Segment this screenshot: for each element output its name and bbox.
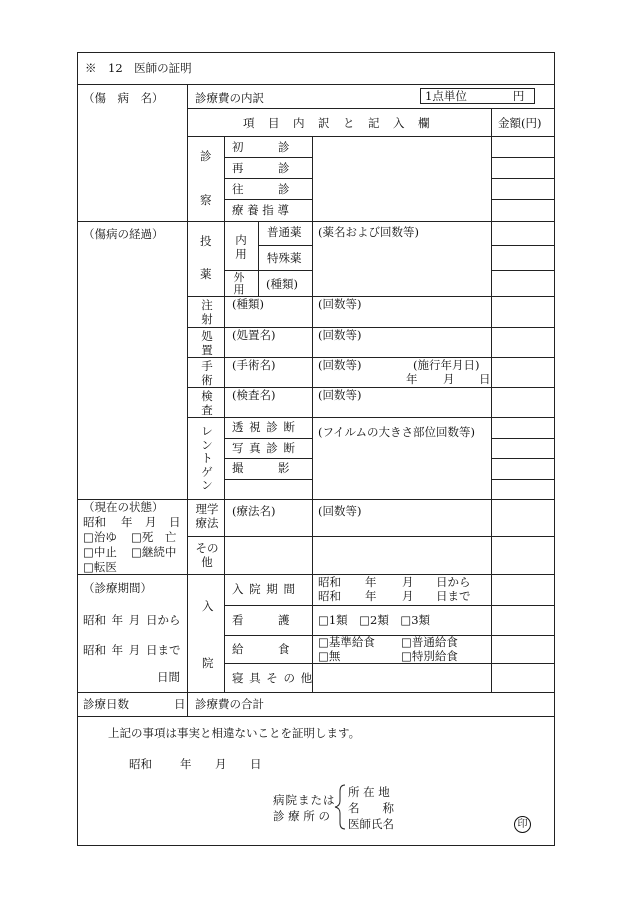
meal-normal-checkbox[interactable]: □普通給食 <box>401 635 458 649</box>
injection-kind: (種類) <box>232 297 264 311</box>
physio-method: (療法名) <box>232 504 276 518</box>
inpatient-char-1: 入 <box>202 599 214 613</box>
exam-home-visit: 往 診 <box>232 182 290 196</box>
surgery-day: 日 <box>479 372 491 386</box>
stay-to-era: 昭和 <box>318 589 341 603</box>
days-label: 診療日数 <box>83 697 129 711</box>
surgery-name: (手術名) <box>232 358 276 372</box>
stay-to-month: 月 <box>402 589 414 603</box>
exam-group-char-2: 察 <box>200 193 212 207</box>
stay-from-day: 日から <box>436 575 471 589</box>
nursing-label: 看 護 <box>232 613 290 627</box>
nursing-options[interactable]: □1類 □2類 □3類 <box>318 613 431 627</box>
surgery-date-label: (施行年月日) <box>413 358 480 372</box>
cert-address-label: 所 在 地 <box>348 785 390 799</box>
status-cured-checkbox[interactable]: □治ゆ <box>83 530 117 544</box>
external-kind-label: (種類) <box>266 277 298 291</box>
stay-to-year: 年 <box>365 589 377 603</box>
cert-hospital-1: 病院または <box>273 793 336 807</box>
surgery-month: 月 <box>443 372 455 386</box>
status-label: （現在の状態） <box>83 500 164 514</box>
stay-to-day: 日まで <box>436 589 471 603</box>
drug-note-label: (薬名および回数等) <box>318 225 419 239</box>
status-era: 昭和 <box>83 515 106 529</box>
exam-revisit: 再 診 <box>232 161 290 175</box>
breakdown-label: 診療費の内訳 <box>195 91 264 105</box>
status-stopped-checkbox[interactable]: □中止 <box>83 545 117 559</box>
internal-use-label: 内用 <box>235 233 247 261</box>
status-day: 日 <box>169 515 181 529</box>
form-title: ※ 12 医師の証明 <box>85 61 192 75</box>
meal-standard-checkbox[interactable]: □基準給食 <box>318 635 375 649</box>
medical-certificate-form <box>77 52 555 846</box>
status-month: 月 <box>145 515 157 529</box>
status-death-checkbox[interactable]: □死 亡 <box>131 530 177 544</box>
period-from: 昭和 年 月 日から <box>83 613 181 627</box>
item-column-header: 項 目 内 訳 と 記 入 欄 <box>243 116 431 130</box>
physio-count: (回数等) <box>318 504 362 518</box>
brace-mark <box>335 785 345 829</box>
cert-hospital-2: 診 療 所 の <box>273 809 330 823</box>
external-use-label: 外用 <box>233 271 245 296</box>
cert-year: 年 <box>180 757 192 771</box>
other-label: その他 <box>195 541 219 569</box>
injection-count: (回数等) <box>318 297 362 311</box>
surgery-count: (回数等) <box>318 358 362 372</box>
xray-photo: 写 真 診 断 <box>232 441 296 455</box>
meal-label: 給 食 <box>232 642 290 656</box>
cert-era: 昭和 <box>129 757 152 771</box>
cert-name-label: 名 称 <box>348 801 394 815</box>
inpatient-char-2: 院 <box>202 656 214 670</box>
physio-label: 理学療法 <box>195 502 219 530</box>
bedding-label: 寝 具 そ の 他 <box>232 671 314 685</box>
exam-group-char-1: 診 <box>200 149 212 163</box>
cert-day: 日 <box>250 757 262 771</box>
xray-label: レントゲン <box>201 424 213 492</box>
surgery-year: 年 <box>406 372 418 386</box>
xray-fluoroscopy: 透 視 診 断 <box>232 420 296 434</box>
stay-from-year: 年 <box>365 575 377 589</box>
xray-shooting: 撮 影 <box>232 461 290 475</box>
meal-none-checkbox[interactable]: □無 <box>318 649 341 663</box>
stay-label: 入 院 期 間 <box>232 582 296 596</box>
inspection-name: (検査名) <box>232 388 276 402</box>
inspection-count: (回数等) <box>318 388 362 402</box>
status-continuing-checkbox[interactable]: □継続中 <box>131 545 177 559</box>
amount-column-header: 金額(円) <box>498 116 542 130</box>
seal-mark: 印 <box>514 816 531 833</box>
progress-label: （傷病の経過） <box>83 227 164 241</box>
days-unit: 日 <box>174 697 186 711</box>
normal-drug-label: 普通薬 <box>267 225 302 239</box>
diagnosis-label: （傷 病 名） <box>83 91 164 105</box>
period-days: 日間 <box>157 670 180 684</box>
injection-label: 注射 <box>201 298 213 326</box>
xray-note: (フイルムの大きさ部位回数等) <box>318 425 475 439</box>
medication-char-2: 薬 <box>200 267 212 281</box>
unit-box-text[interactable]: 1点単位 円 <box>425 89 525 103</box>
total-label: 診療費の合計 <box>195 697 264 711</box>
status-year: 年 <box>121 515 133 529</box>
period-to: 昭和 年 月 日まで <box>83 643 181 657</box>
meal-special-checkbox[interactable]: □特別給食 <box>401 649 458 663</box>
cert-month: 月 <box>215 757 227 771</box>
status-transfer-checkbox[interactable]: □転医 <box>83 560 117 574</box>
exam-guidance: 療 養 指 導 <box>232 203 289 217</box>
medication-char-1: 投 <box>200 234 212 248</box>
surgery-label: 手術 <box>201 359 213 387</box>
stay-from-era: 昭和 <box>318 575 341 589</box>
stay-from-month: 月 <box>402 575 414 589</box>
cert-statement: 上記の事項は事実と相違ないことを証明します。 <box>108 726 361 740</box>
treatment-label: 処置 <box>201 329 213 357</box>
cert-doctor-label: 医師氏名 <box>348 817 394 831</box>
treatment-name: (処置名) <box>232 328 276 342</box>
treatment-count: (回数等) <box>318 328 362 342</box>
special-drug-label: 特殊薬 <box>267 251 302 265</box>
inspection-label: 検査 <box>201 389 213 417</box>
exam-first-visit: 初 診 <box>232 140 290 154</box>
period-label: （診療期間） <box>83 581 152 595</box>
